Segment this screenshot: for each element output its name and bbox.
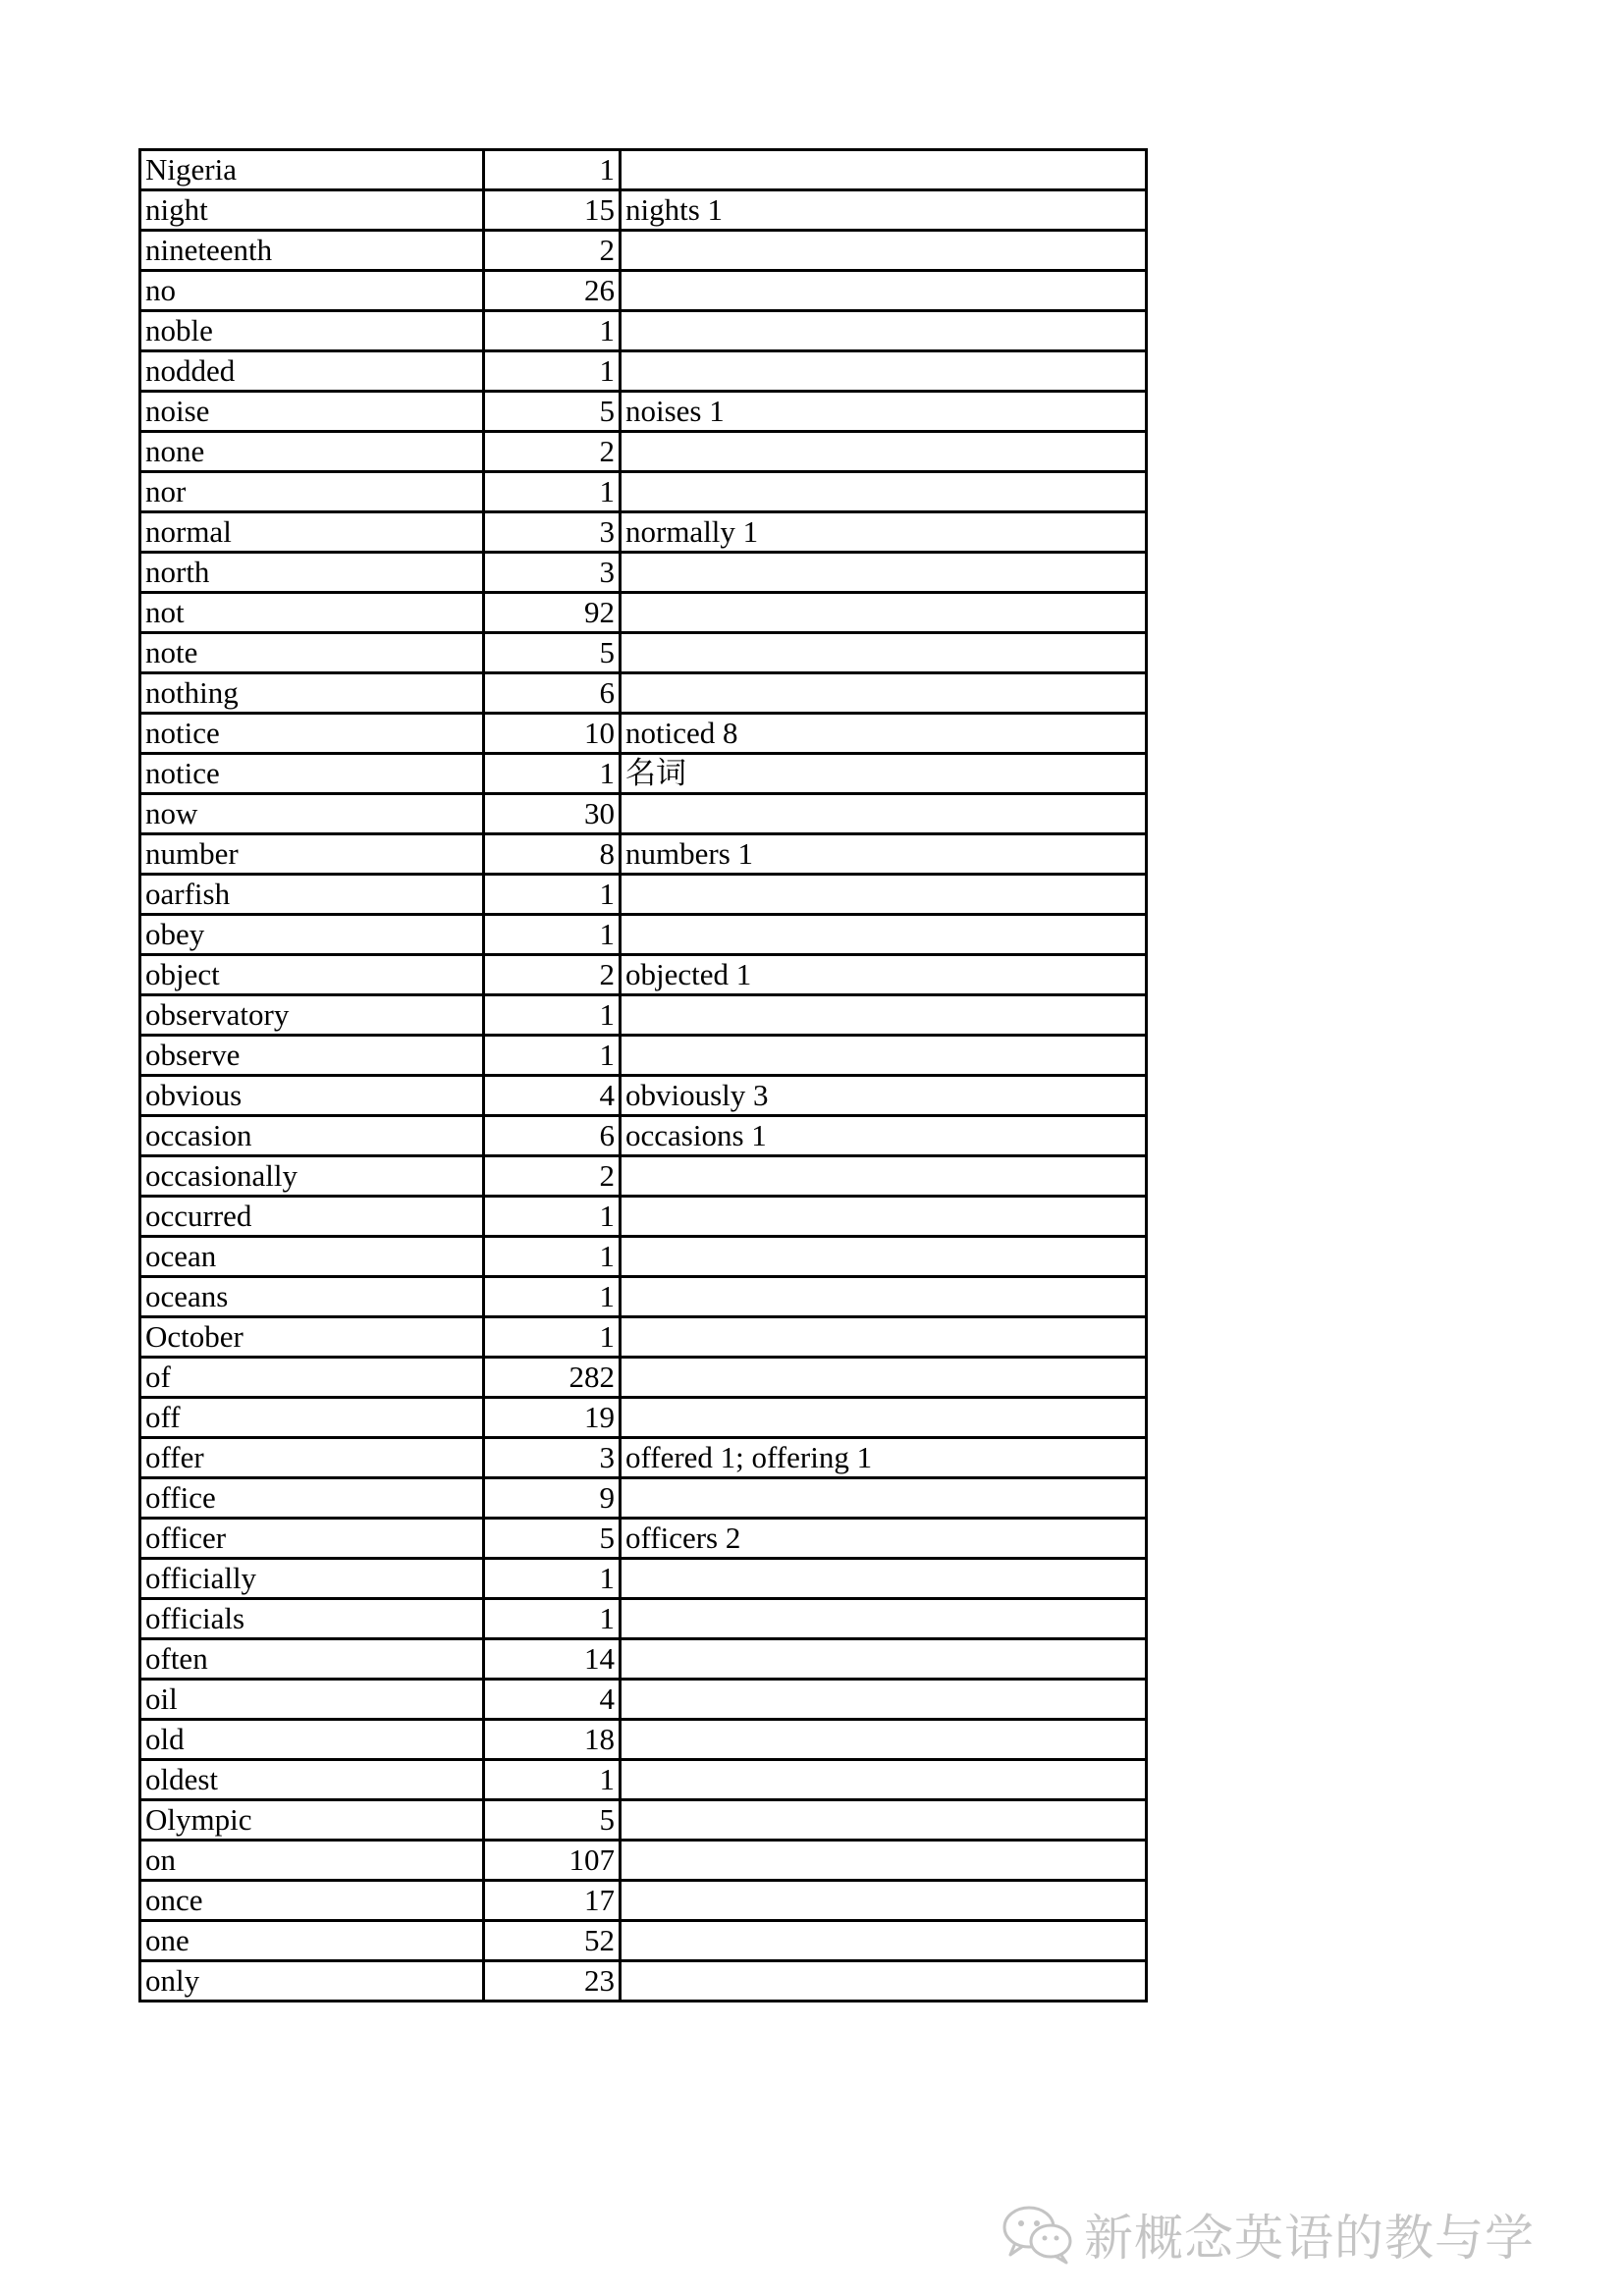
word-cell: object [140, 955, 484, 995]
count-cell: 18 [484, 1720, 621, 1760]
count-cell: 2 [484, 432, 621, 472]
table-row [140, 1116, 1147, 1156]
table-row [140, 190, 1147, 231]
word-cell: often [140, 1639, 484, 1680]
table-row [140, 271, 1147, 311]
count-cell: 1 [484, 1197, 621, 1237]
count-cell: 52 [484, 1921, 621, 1961]
count-cell: 1 [484, 311, 621, 351]
word-cell: oil [140, 1680, 484, 1720]
word-cell: off [140, 1398, 484, 1438]
table-row [140, 1519, 1147, 1559]
word-cell: observe [140, 1036, 484, 1076]
table-row [140, 875, 1147, 915]
count-cell: 26 [484, 271, 621, 311]
word-cell: nothing [140, 673, 484, 714]
word-cell: notice [140, 714, 484, 754]
table-row [140, 311, 1147, 351]
word-cell: occasion [140, 1116, 484, 1156]
count-cell: 1 [484, 1036, 621, 1076]
word-cell: obey [140, 915, 484, 955]
forms-cell [621, 1197, 1147, 1237]
word-cell: oceans [140, 1277, 484, 1317]
forms-cell [621, 351, 1147, 392]
forms-cell [621, 553, 1147, 593]
watermark-text: 新概念英语的教与学 [1084, 2210, 1535, 2267]
count-cell: 30 [484, 794, 621, 834]
word-cell: once [140, 1881, 484, 1921]
count-cell: 5 [484, 1519, 621, 1559]
count-cell: 6 [484, 673, 621, 714]
table-row [140, 995, 1147, 1036]
count-cell: 23 [484, 1961, 621, 2002]
word-cell: number [140, 834, 484, 875]
word-cell: officer [140, 1519, 484, 1559]
table-row [140, 1438, 1147, 1478]
word-cell: noble [140, 311, 484, 351]
forms-cell [621, 150, 1147, 190]
table-row [140, 1076, 1147, 1116]
count-cell: 17 [484, 1881, 621, 1921]
table-row [140, 1237, 1147, 1277]
table-row [140, 673, 1147, 714]
count-cell: 5 [484, 392, 621, 432]
word-cell: none [140, 432, 484, 472]
table-row [140, 1358, 1147, 1398]
count-cell: 8 [484, 834, 621, 875]
word-cell: ocean [140, 1237, 484, 1277]
forms-cell [621, 915, 1147, 955]
table-row [140, 1599, 1147, 1639]
forms-cell [621, 1881, 1147, 1921]
count-cell: 1 [484, 915, 621, 955]
forms-cell [621, 1961, 1147, 2002]
forms-cell [621, 1317, 1147, 1358]
word-cell: of [140, 1358, 484, 1398]
table-row [140, 794, 1147, 834]
count-cell: 9 [484, 1478, 621, 1519]
forms-cell [621, 1358, 1147, 1398]
word-cell: on [140, 1841, 484, 1881]
count-cell: 1 [484, 1599, 621, 1639]
count-cell: 19 [484, 1398, 621, 1438]
forms-cell [621, 1680, 1147, 1720]
word-cell: nor [140, 472, 484, 512]
forms-cell: offered 1; offering 1 [621, 1438, 1147, 1478]
forms-cell [621, 1760, 1147, 1800]
count-cell: 4 [484, 1076, 621, 1116]
word-cell: occurred [140, 1197, 484, 1237]
count-cell: 1 [484, 150, 621, 190]
forms-cell [621, 311, 1147, 351]
word-cell: oldest [140, 1760, 484, 1800]
word-cell: officially [140, 1559, 484, 1599]
forms-cell: objected 1 [621, 955, 1147, 995]
count-cell: 3 [484, 1438, 621, 1478]
forms-cell [621, 231, 1147, 271]
word-cell: old [140, 1720, 484, 1760]
table-row [140, 1156, 1147, 1197]
table-row [140, 1921, 1147, 1961]
count-cell: 2 [484, 1156, 621, 1197]
table-row [140, 633, 1147, 673]
word-cell: occasionally [140, 1156, 484, 1197]
table-row [140, 472, 1147, 512]
forms-cell [621, 673, 1147, 714]
word-cell: normal [140, 512, 484, 553]
table-row [140, 1961, 1147, 2002]
count-cell: 282 [484, 1358, 621, 1398]
count-cell: 1 [484, 351, 621, 392]
count-cell: 3 [484, 512, 621, 553]
table-row [140, 1036, 1147, 1076]
table-row [140, 1720, 1147, 1760]
forms-cell [621, 432, 1147, 472]
forms-cell: occasions 1 [621, 1116, 1147, 1156]
word-cell: observatory [140, 995, 484, 1036]
forms-cell [621, 633, 1147, 673]
table-row [140, 351, 1147, 392]
count-cell: 14 [484, 1639, 621, 1680]
word-cell: night [140, 190, 484, 231]
count-cell: 15 [484, 190, 621, 231]
forms-cell: numbers 1 [621, 834, 1147, 875]
word-cell: nodded [140, 351, 484, 392]
table-row [140, 955, 1147, 995]
word-cell: Nigeria [140, 150, 484, 190]
word-cell: only [140, 1961, 484, 2002]
forms-cell [621, 1156, 1147, 1197]
count-cell: 92 [484, 593, 621, 633]
count-cell: 1 [484, 472, 621, 512]
table-row [140, 593, 1147, 633]
word-cell: no [140, 271, 484, 311]
forms-cell [621, 1559, 1147, 1599]
count-cell: 5 [484, 1800, 621, 1841]
forms-cell [621, 271, 1147, 311]
forms-cell: normally 1 [621, 512, 1147, 553]
wechat-icon [1001, 2204, 1074, 2265]
forms-cell [621, 1277, 1147, 1317]
forms-cell: noises 1 [621, 392, 1147, 432]
word-cell: note [140, 633, 484, 673]
table-row [140, 1841, 1147, 1881]
forms-cell: 名词 [621, 754, 1147, 794]
count-cell: 6 [484, 1116, 621, 1156]
table-row [140, 392, 1147, 432]
word-cell: nineteenth [140, 231, 484, 271]
forms-cell [621, 875, 1147, 915]
word-cell: not [140, 593, 484, 633]
forms-cell [621, 1800, 1147, 1841]
watermark [1001, 2199, 1535, 2269]
table-row [140, 1881, 1147, 1921]
forms-cell: nights 1 [621, 190, 1147, 231]
table-row [140, 150, 1147, 190]
table-row [140, 1639, 1147, 1680]
word-cell: notice [140, 754, 484, 794]
table-row [140, 512, 1147, 553]
table-row [140, 1277, 1147, 1317]
word-cell: oarfish [140, 875, 484, 915]
table-row [140, 1398, 1147, 1438]
table-row [140, 231, 1147, 271]
forms-cell [621, 1237, 1147, 1277]
forms-cell: officers 2 [621, 1519, 1147, 1559]
word-cell: noise [140, 392, 484, 432]
table-row [140, 1680, 1147, 1720]
forms-cell [621, 593, 1147, 633]
word-cell: officials [140, 1599, 484, 1639]
count-cell: 1 [484, 1317, 621, 1358]
table-row [140, 1760, 1147, 1800]
forms-cell [621, 794, 1147, 834]
forms-cell [621, 472, 1147, 512]
count-cell: 107 [484, 1841, 621, 1881]
forms-cell [621, 1398, 1147, 1438]
forms-cell: noticed 8 [621, 714, 1147, 754]
count-cell: 2 [484, 955, 621, 995]
word-table-body [140, 150, 1147, 2002]
word-cell: office [140, 1478, 484, 1519]
forms-cell [621, 1639, 1147, 1680]
word-cell: offer [140, 1438, 484, 1478]
forms-cell [621, 1478, 1147, 1519]
forms-cell [621, 1921, 1147, 1961]
forms-cell [621, 995, 1147, 1036]
count-cell: 1 [484, 1277, 621, 1317]
count-cell: 2 [484, 231, 621, 271]
table-row [140, 1800, 1147, 1841]
count-cell: 1 [484, 875, 621, 915]
word-cell: obvious [140, 1076, 484, 1116]
count-cell: 1 [484, 754, 621, 794]
count-cell: 1 [484, 1760, 621, 1800]
table-row [140, 714, 1147, 754]
forms-cell [621, 1036, 1147, 1076]
table-row [140, 1197, 1147, 1237]
table-row [140, 754, 1147, 794]
forms-cell [621, 1841, 1147, 1881]
table-row [140, 1317, 1147, 1358]
word-cell: north [140, 553, 484, 593]
table-row [140, 915, 1147, 955]
forms-cell: obviously 3 [621, 1076, 1147, 1116]
table-row [140, 834, 1147, 875]
word-cell: one [140, 1921, 484, 1961]
word-frequency-table [138, 148, 1148, 2002]
word-cell: Olympic [140, 1800, 484, 1841]
count-cell: 10 [484, 714, 621, 754]
count-cell: 1 [484, 995, 621, 1036]
count-cell: 1 [484, 1559, 621, 1599]
count-cell: 3 [484, 553, 621, 593]
count-cell: 4 [484, 1680, 621, 1720]
table-row [140, 553, 1147, 593]
word-cell: October [140, 1317, 484, 1358]
count-cell: 1 [484, 1237, 621, 1277]
table-row [140, 1559, 1147, 1599]
count-cell: 5 [484, 633, 621, 673]
forms-cell [621, 1599, 1147, 1639]
table-row [140, 1478, 1147, 1519]
table-row [140, 432, 1147, 472]
forms-cell [621, 1720, 1147, 1760]
word-cell: now [140, 794, 484, 834]
